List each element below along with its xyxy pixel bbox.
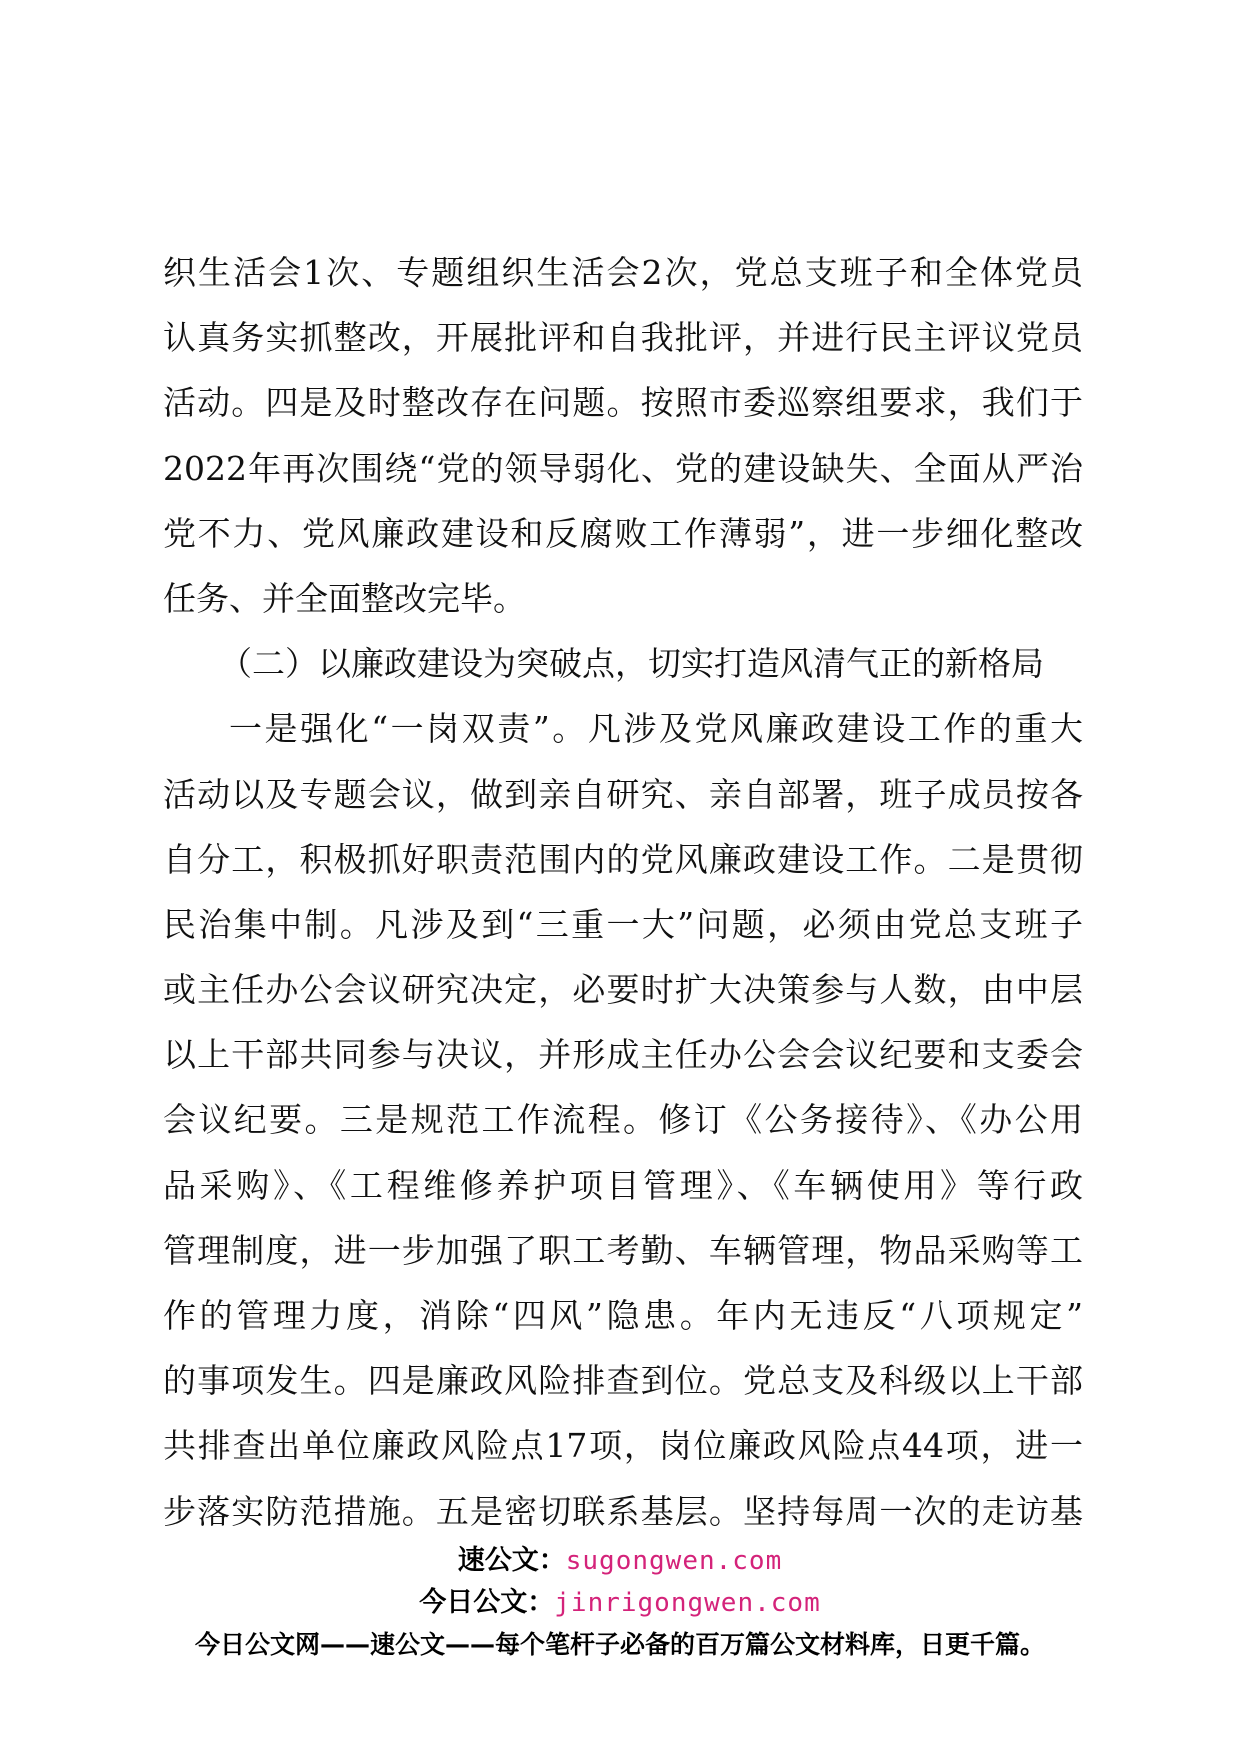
body-line-3: 活动。四是及时整改存在问题。按照市委巡察组要求，我们于 [163, 383, 1083, 423]
body-line-18: 的事项发生。四是廉政风险排查到位。党总支及科级以上干部 [163, 1361, 1083, 1401]
footer-jinrigongwen [0, 1580, 1240, 1619]
body-line-8: 一是强化“一岗双责”。凡涉及党风廉政建设工作的重大 [229, 709, 1083, 749]
body-line-19: 共排查出单位廉政风险点17项，岗位廉政风险点44项，进一 [163, 1426, 1083, 1466]
body-line-6: 任务、并全面整改完毕。 [163, 578, 526, 618]
body-line-2: 认真务实抓整改，开展批评和自我批评，并进行民主评议党员 [163, 318, 1083, 358]
body-line-13: 以上干部共同参与决议，并形成主任办公会会议纪要和支委会 [163, 1035, 1083, 1075]
footer-sugongwen-link[interactable]: sugongwen.com [565, 1546, 783, 1576]
body-line-10: 自分工，积极抓好职责范围内的党风廉政建设工作。二是贯彻 [163, 839, 1083, 879]
body-line-17: 作的管理力度，消除“四风”隐患。年内无违反“八项规定” [163, 1296, 1083, 1335]
footer-jinrigongwen-link[interactable]: jinrigongwen.com [554, 1588, 821, 1618]
body-line-1: 织生活会1次、专题组织生活会2次，党总支班子和全体党员 [163, 253, 1083, 292]
body-line-20: 步落实防范措施。五是密切联系基层。坚持每周一次的走访基 [163, 1491, 1083, 1531]
section-heading: （二）以廉政建设为突破点，切实打造风清气正的新格局 [219, 644, 1044, 684]
body-line-16: 管理制度，进一步加强了职工考勤、车辆管理，物品采购等工 [163, 1230, 1083, 1270]
body-line-12: 或主任办公会议研究决定，必要时扩大决策参与人数，由中层 [163, 970, 1083, 1010]
body-line-14: 会议纪要。三是规范工作流程。修订《公务接待》、《办公用 [163, 1100, 1083, 1140]
body-line-4: 2022年再次围绕“党的领导弱化、党的建设缺失、全面从严治 [163, 448, 1083, 488]
document-body [163, 240, 1083, 1544]
footer-sugongwen [0, 1538, 1240, 1577]
body-line-15: 品采购》、《工程维修养护项目管理》、《车辆使用》等行政 [163, 1165, 1083, 1205]
body-line-9: 活动以及专题会议，做到亲自研究、亲自部署，班子成员按各 [163, 774, 1083, 814]
footer-sugongwen-label: 速公文： [457, 1545, 566, 1576]
footer-slogan: 今日公文网——速公文——每个笔杆子必备的百万篇公文材料库，日更千篇。 [194, 1630, 1045, 1659]
footer-jinrigongwen-label: 今日公文： [419, 1587, 555, 1618]
body-line-5: 党不力、党风廉政建设和反腐败工作薄弱”，进一步细化整改 [163, 513, 1083, 553]
body-line-11: 民治集中制。凡涉及到“三重一大”问题，必须由党总支班子 [163, 904, 1083, 944]
